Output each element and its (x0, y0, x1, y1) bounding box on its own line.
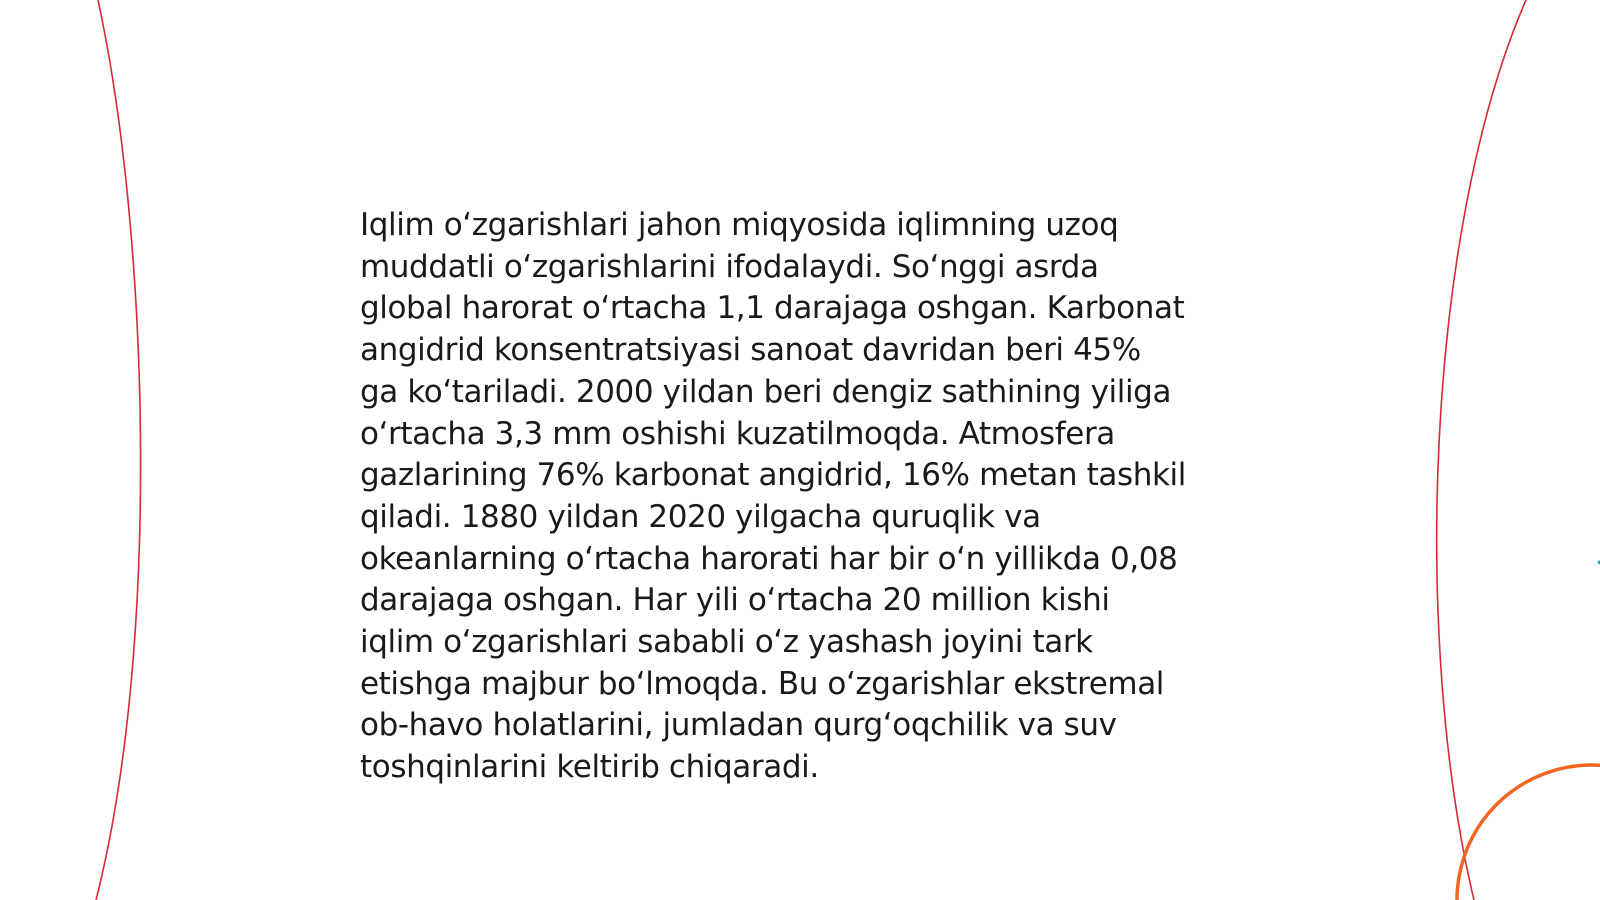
text-line: ga koʻtariladi. 2000 yildan beri dengiz sathining yiliga (360, 373, 1172, 410)
text-line: global harorat oʻrtacha 1,1 darajaga oshgan. Karbonat (360, 290, 1185, 327)
text-line: etishga majbur boʻlmoqda. Bu oʻzgarishlar ekstremal (360, 665, 1165, 702)
left-arc-line (96, 0, 141, 900)
text-line: qiladi. 1880 yildan 2020 yilgacha quruqlik va (360, 498, 1041, 535)
text-line: oʻrtacha 3,3 mm oshishi kuzatilmoqda. Atmosfera (360, 415, 1115, 452)
text-line: iqlim oʻzgarishlari sababli oʻz yashash joyini tark (360, 624, 1093, 661)
text-line: okeanlarning oʻrtacha harorati har bir oʻn yillikda 0,08 (360, 540, 1178, 577)
text-line: darajaga oshgan. Har yili oʻrtacha 20 million kishi (360, 582, 1110, 619)
orange-circle-outline (1457, 765, 1600, 900)
text-line: toshqinlarini keltirib chiqaradi. (360, 749, 819, 786)
body-paragraph (360, 205, 1260, 789)
text-line: ob-havo holatlarini, jumladan qurgʻoqchilik va suv (360, 707, 1117, 744)
text-line: angidrid konsentratsiyasi sanoat davridan beri 45% (360, 332, 1141, 369)
text-line: gazlarining 76% karbonat angidrid, 16% metan tashkil (360, 457, 1186, 494)
right-arc-line (1437, 0, 1526, 900)
text-line: muddatli oʻzgarishlarini ifodalaydi. Soʻnggi asrda (360, 248, 1099, 285)
text-line: Iqlim oʻzgarishlari jahon miqyosida iqlimning uzoq (360, 207, 1119, 243)
